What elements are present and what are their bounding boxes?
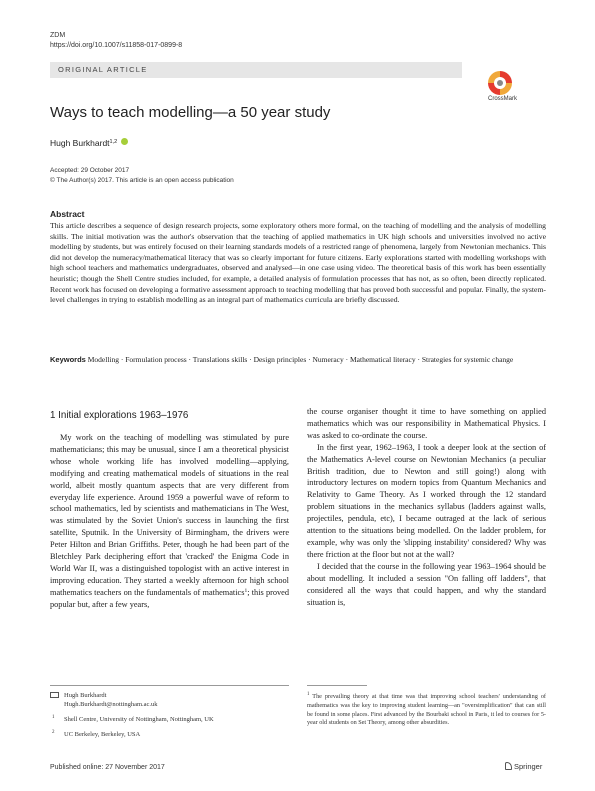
author-affiliation-marks: 1,2 <box>109 139 118 145</box>
author-name: Hugh Burkhardt <box>50 138 110 148</box>
crossmark-icon <box>488 71 512 95</box>
affiliation-number: 2 <box>52 730 55 735</box>
crossmark-label: CrossMark <box>488 96 518 102</box>
published-online: Published online: 27 November 2017 <box>50 764 165 771</box>
footnote-text: The prevailing theory at that time was that improving school teachers' understanding of mathematics was the key to improving student learning—an "oversimplification" that can still be found in some places. First advanced by the Bourbaki school in Paris, it led to courses for 5-year old students on Set Theory, among other absurdities. <box>307 693 546 727</box>
crossmark-badge[interactable] <box>488 71 548 102</box>
paragraph: In the first year, 1962–1963, I took a deeper look at the section of the Mathematics A-level course on Newtonian Mechanics (a peculiar British tradition, due to Newton and still going!) along with introductory lectures on modern topics from Quantum Mechanics and Relativity to Game Theory. As I worked through the 12 standard problem situations in the mechanics syllabus (ladders against walls, projectiles, pendula, etc), I became outraged at the lack of serious attention to the situations being modelled. On the ladder problem, for example, why was only the 'slipping instability' considered? Why was there friction at the floor but not at the wall? <box>307 442 546 559</box>
envelope-icon <box>50 692 59 698</box>
abstract-text: This article describes a sequence of design research projects, some exploratory others more formal, on the teaching of modelling and the analysis of modelling skills. The initial motivation was the author's observation that the teaching of applied mathematics in UK high schools and universities involved no active modelling by students, but was entirely focused on their learning standards models of a restricted range of phenomena, largely from Newtonian mechanics. This did not develop the numeracy/mathematical literacy that was so clearly important for future citizens. Early explorations started with modelling workshops with high school teachers and mathematics undergraduates, observed and analysed—in one case using video. The theoretical basis of this work has been essentially heuristic; though the Shell Centre studies included, for example, a detailed analysis of formulation processes that has not, as so often, been directly replicated. Recent work has focused on developing a formative assessment approach to teaching modelling that has proved both successful and popular. Finally, the system-level challenges in trying to establish modelling as an integral part of mathematics curricula are briefly discussed. <box>50 221 546 305</box>
orcid-icon[interactable] <box>121 138 128 145</box>
body-column-right <box>307 406 546 608</box>
abstract-heading: Abstract <box>50 209 85 219</box>
journal-header <box>50 31 182 51</box>
footnote-number: 1 <box>307 692 310 697</box>
publisher-logo <box>505 762 542 771</box>
article-type-band <box>50 62 462 78</box>
article-title: Ways to teach modelling—a 50 year study <box>50 104 331 121</box>
paragraph-text-continued: ; this proved popular but, after a few years, <box>50 587 289 609</box>
affiliation-text: Shell Centre, University of Nottingham, Nottingham, UK <box>64 716 214 723</box>
contact-author <box>50 691 289 709</box>
affiliation-1 <box>50 715 289 724</box>
contact-block <box>50 691 289 739</box>
paragraph-text: My work on the teaching of modelling was stimulated by pure mathematicians; this may be unusual, since I am a theoretical physicist whose whole working life has involved modelling—applying, modifying and creating mathematical models of situations in the real world, albeit mostly quantum aspects that are very different from everyday life experience. Around 1959 a powerful wave of reform to school mathematics, led by scientists and mathematicians in The West, was stimulated by the Soviet Union's success in launching the first satellite, Sputnik. In the University of Birmingham, the drivers were Peter Hilton and Brian Griffiths. Peter, though he had been part of the Bletchley Park deciphering effort that 'cracked' the Enigma Code in World War II, was a distinguished topologist with an active interest in improving education. They started a weekly afternoon for high school mathematics teachers on the fundamentals of mathematics <box>50 433 289 597</box>
footnote-divider <box>307 685 367 686</box>
footnote <box>307 691 546 728</box>
contact-email[interactable]: Hugh.Burkhardt@nottingham.ac.uk <box>64 701 158 708</box>
affiliation-2 <box>50 730 289 739</box>
author-line <box>50 138 128 148</box>
journal-name: ZDM <box>50 32 66 39</box>
affiliation-number: 1 <box>52 715 55 720</box>
keywords-list: Modelling · Formulation process · Translations skills · Design principles · Numeracy · Mathematical literacy · Strategies for systemic change <box>87 355 514 364</box>
paragraph: I decided that the course in the following year 1963–1964 should be about modelling. It included a session "On falling off ladders", that considered all the ways that could happen, and why the standard situation is, <box>307 561 546 607</box>
keywords-label: Keywords <box>50 355 86 364</box>
springer-horse-icon <box>505 762 512 770</box>
section-heading: 1 Initial explorations 1963–1976 <box>50 410 189 421</box>
doi-link[interactable]: https://doi.org/10.1007/s11858-017-0899-8 <box>50 42 183 49</box>
paragraph: the course organiser thought it time to have something on applied mathematics which was our responsibility in Mathematical Physics. I was asked to co-ordinate the course. <box>307 407 546 440</box>
publication-dates <box>50 166 234 186</box>
license-statement: © The Author(s) 2017. This article is an open access publication <box>50 177 234 184</box>
contact-divider <box>50 685 289 686</box>
body-column-left <box>50 432 289 611</box>
affiliation-text: UC Berkeley, Berkeley, USA <box>64 731 141 738</box>
contact-name: Hugh Burkhardt <box>64 692 107 699</box>
footnote-marker[interactable]: 1 <box>244 587 248 594</box>
article-type-label: ORIGINAL ARTICLE <box>58 65 148 74</box>
paragraph <box>50 432 289 611</box>
publisher-name: Springer <box>514 762 543 771</box>
accepted-date: Accepted: 29 October 2017 <box>50 167 130 174</box>
keywords <box>50 354 546 365</box>
